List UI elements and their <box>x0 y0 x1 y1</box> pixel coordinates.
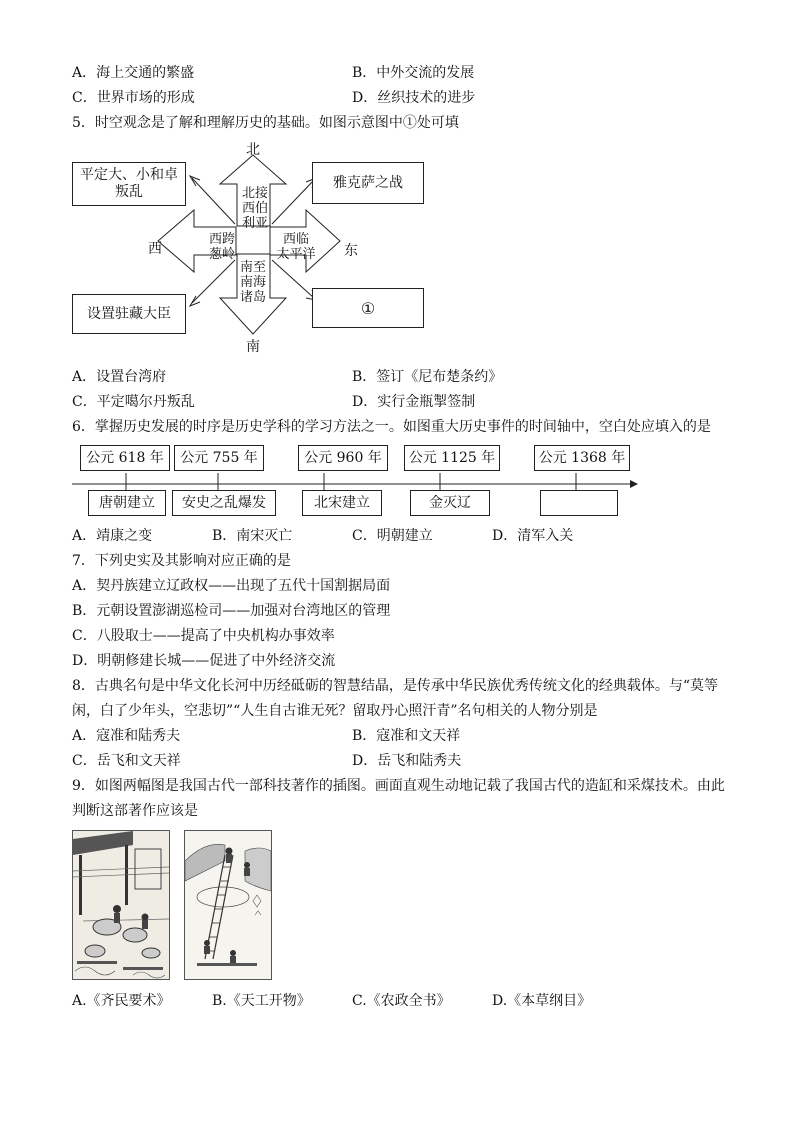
box-top-left-line-1: 平定大、小和卓 <box>80 167 178 183</box>
year-1125: 公元 1125 年 <box>404 445 500 471</box>
q5-option-b: B．签订《尼布楚条约》 <box>352 369 503 385</box>
q9-stem-line-2: 判断这部著作应该是 <box>72 803 198 819</box>
q4-option-d: D．丝织技术的进步 <box>352 90 476 106</box>
event-song: 北宋建立 <box>302 490 382 516</box>
q8-option-c: C．岳飞和文天祥 <box>72 753 181 769</box>
q7-option-d: D．明朝修建长城——促进了中外经济交流 <box>72 653 336 669</box>
q8-option-b: B．寇准和文天祥 <box>352 728 461 744</box>
q6-timeline <box>60 440 650 522</box>
vat-making-drawing <box>73 831 169 979</box>
q5-option-d: D．实行金瓶掣签制 <box>352 394 476 410</box>
north-text <box>240 186 270 231</box>
year-960: 公元 960 年 <box>298 445 388 471</box>
q5-option-c: C．平定噶尔丹叛乱 <box>72 394 195 410</box>
box-bottom-right-blank: ① <box>312 288 424 328</box>
q4-option-a: A．海上交通的繁盛 <box>72 65 195 81</box>
arrow-nw-line <box>192 178 235 224</box>
q6-option-a: A．靖康之变 <box>72 528 153 544</box>
q9-option-a: A.《齐民要术》 <box>72 993 171 1009</box>
east-text <box>274 232 318 262</box>
q9-option-b: B.《天工开物》 <box>212 993 311 1009</box>
q5-stem: 5．时空观念是了解和理解历史的基础。如图示意图中①处可填 <box>72 115 459 131</box>
q8-option-a: A．寇准和陆秀夫 <box>72 728 181 744</box>
west-label: 西 <box>148 241 162 257</box>
north-label: 北 <box>246 142 260 158</box>
box-top-left <box>72 162 186 206</box>
year-755: 公元 755 年 <box>174 445 264 471</box>
event-tang: 唐朝建立 <box>88 490 166 516</box>
q4-option-c: C．世界市场的形成 <box>72 90 195 106</box>
year-1368: 公元 1368 年 <box>534 445 630 471</box>
q8-option-d: D．岳飞和陆秀夫 <box>352 753 462 769</box>
q6-option-c: C．明朝建立 <box>352 528 433 544</box>
q9-option-c: C.《农政全书》 <box>352 993 451 1009</box>
q6-stem: 6．掌握历史发展的时序是历史学科的学习方法之一。如图重大历史事件的时间轴中，空白处应填入的是 <box>72 419 711 435</box>
west-text <box>206 232 238 262</box>
illustration-vat-making <box>72 830 170 980</box>
q9-stem-line-1: 9．如图两幅图是我国古代一部科技著作的插图。画面直观生动地记载了我国古代的造缸和采煤技术。由此 <box>72 778 725 794</box>
east-text-line-2: 太平洋 <box>276 247 316 262</box>
east-text-line-1: 西临 <box>282 232 309 247</box>
west-text-line-1: 西跨 <box>208 232 235 247</box>
south-text-line-1: 南至 <box>239 260 266 275</box>
q7-stem: 7．下列史实及其影响对应正确的是 <box>72 553 291 569</box>
south-label: 南 <box>246 339 260 355</box>
event-blank <box>540 490 618 516</box>
arrow-sw-head <box>190 296 200 306</box>
south-text-line-2: 南海 <box>239 275 266 290</box>
coal-mining-drawing <box>185 831 271 979</box>
q6-option-b: B．南宋灭亡 <box>212 528 293 544</box>
box-bottom-left: 设置驻藏大臣 <box>72 294 186 334</box>
north-text-line-3: 利亚 <box>241 216 268 231</box>
q8-stem-line-2: 闲，白了少年头，空悲切”“人生自古谁无死？留取丹心照汗青”名句相关的人物分别是 <box>72 703 598 719</box>
year-618: 公元 618 年 <box>80 445 170 471</box>
north-text-line-2: 西伯 <box>241 201 268 216</box>
q5-territory-diagram <box>60 138 440 358</box>
q7-option-b: B．元朝设置澎湖巡检司——加强对台湾地区的管理 <box>72 603 391 619</box>
timeline-ticks <box>126 473 576 490</box>
q4-option-b: B．中外交流的发展 <box>352 65 475 81</box>
timeline-arrowhead <box>630 480 638 488</box>
south-text-line-3: 诸岛 <box>239 290 266 305</box>
north-text-line-1: 北接 <box>241 186 268 201</box>
q9-option-d: D.《本草纲目》 <box>492 993 592 1009</box>
event-jin: 金灭辽 <box>410 490 490 516</box>
q5-option-a: A．设置台湾府 <box>72 369 167 385</box>
east-label: 东 <box>344 243 358 259</box>
box-top-right: 雅克萨之战 <box>312 162 424 204</box>
box-top-left-line-2: 叛乱 <box>115 184 143 200</box>
q7-option-a: A．契丹族建立辽政权——出现了五代十国割据局面 <box>72 578 391 594</box>
west-text-line-2: 葱岭 <box>208 247 235 262</box>
arrow-sw-line <box>192 260 235 303</box>
q8-stem-line-1: 8．古典名句是中华文化长河中历经砥砺的智慧结晶，是传承中华民族优秀传统文化的经典载体。与“莫等 <box>72 678 719 694</box>
q7-option-c: C．八股取士——提高了中央机构办事效率 <box>72 628 335 644</box>
q6-option-d: D．清军入关 <box>492 528 574 544</box>
south-text <box>238 260 268 305</box>
event-anshi: 安史之乱爆发 <box>172 490 276 516</box>
illustration-coal-mining <box>184 830 272 980</box>
